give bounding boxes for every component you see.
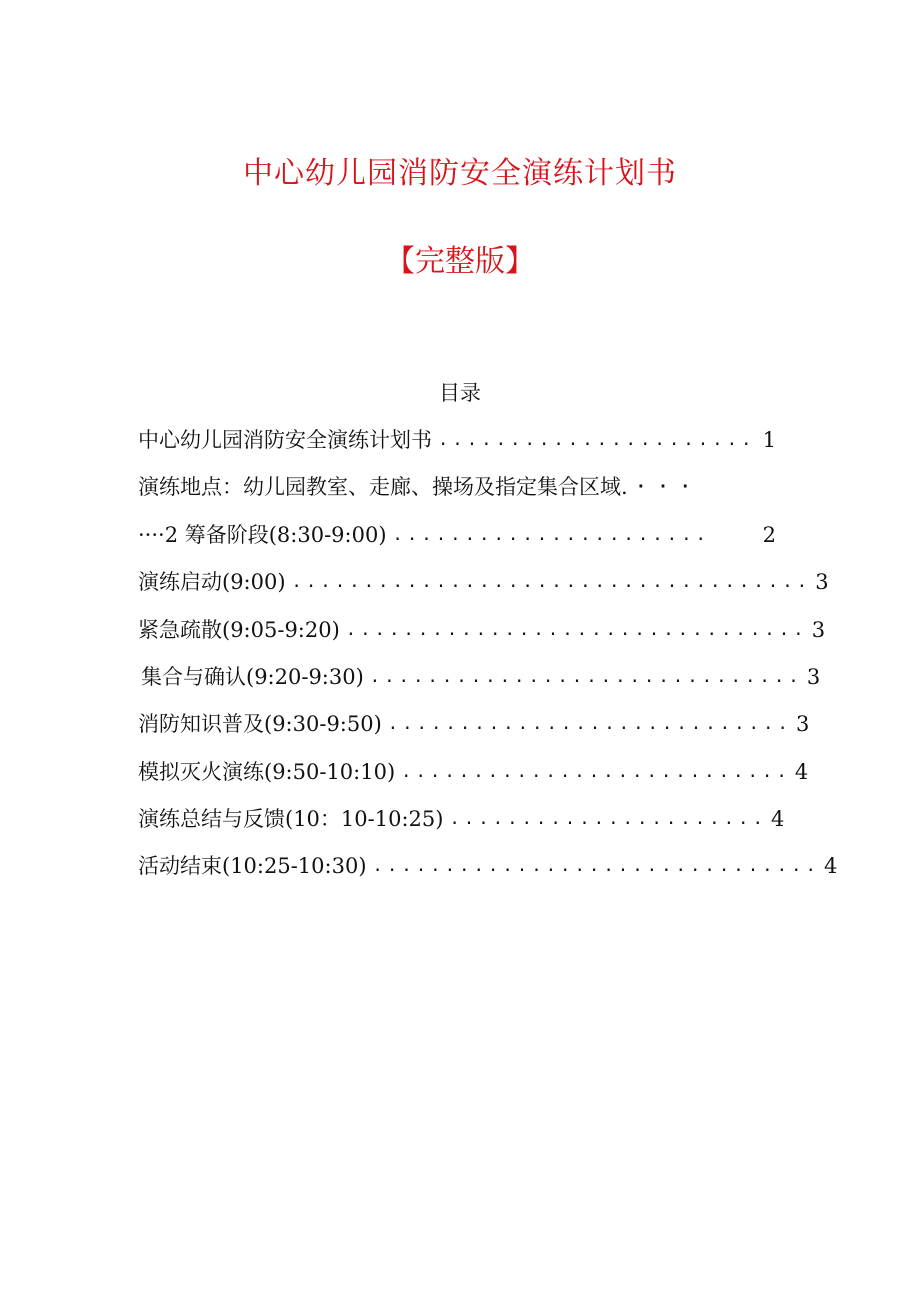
toc-entry-text: 活动结束(10:25-10:30) <box>138 854 367 878</box>
toc-entry-leader: ............................ <box>387 714 792 734</box>
toc-entry-page: 2 <box>762 523 776 547</box>
toc-entry-leader: ................................ <box>345 620 808 640</box>
toc-entry[interactable] <box>141 660 821 694</box>
toc-entry-text: 演练总结与反馈(10：10-10:25) <box>138 807 444 831</box>
toc-entry-text: 演练地点：幼儿园教室、走廊、操场及指定集合区域. <box>138 475 628 499</box>
toc-entry-leader: .............................. <box>369 667 803 687</box>
toc-entry-leader: ........................... <box>401 762 791 782</box>
toc-entry[interactable] <box>138 755 809 789</box>
toc-entry-leader: ...................... <box>392 525 711 545</box>
toc-entry-text: 集合与确认(9:20-9:30) <box>141 665 364 689</box>
toc-entry[interactable] <box>138 707 810 741</box>
toc-entry-leader: ............................... <box>372 856 821 876</box>
toc-entry-text: 模拟灭火演练(9:50-10:10) <box>138 760 396 784</box>
toc-entry-text: 演练启动(9:00) <box>138 570 286 594</box>
toc-entry-page: 3 <box>815 570 829 594</box>
toc-entry[interactable] <box>138 423 776 457</box>
document-title: 中心幼儿园消防安全演练计划书 <box>243 156 677 191</box>
toc-heading: 目录 <box>439 381 481 405</box>
toc-entry[interactable] <box>138 518 776 552</box>
toc-entry-leader: ··· <box>635 477 703 497</box>
toc-entry-page: 4 <box>771 807 785 831</box>
toc-entry-page: 4 <box>824 854 838 878</box>
toc-entry-page: 1 <box>762 428 776 452</box>
toc-entry[interactable] <box>138 802 785 836</box>
toc-entry[interactable] <box>138 849 838 883</box>
toc-entry-leader: ...................... <box>438 430 756 450</box>
toc-entry[interactable] <box>138 613 826 647</box>
toc-entry[interactable] <box>138 565 829 599</box>
toc-entry-leader: ...................... <box>449 809 768 829</box>
toc-entry-text: 中心幼儿园消防安全演练计划书 <box>138 428 432 452</box>
toc-entry[interactable] <box>138 470 788 504</box>
toc-entry-page: 3 <box>811 618 826 642</box>
toc-entry-text: ····2 筹备阶段(8:30-9:00) <box>138 523 387 547</box>
toc-entry-page: 3 <box>795 712 810 736</box>
document-subtitle: 【完整版】 <box>385 244 535 279</box>
toc-entry-page: 3 <box>806 665 821 689</box>
toc-entry-text: 紧急疏散(9:05-9:20) <box>138 618 340 642</box>
toc-entry-text: 消防知识普及(9:30-9:50) <box>138 712 382 736</box>
toc-entry-leader: .................................... <box>291 572 812 592</box>
toc-entry-page: 4 <box>794 760 809 784</box>
